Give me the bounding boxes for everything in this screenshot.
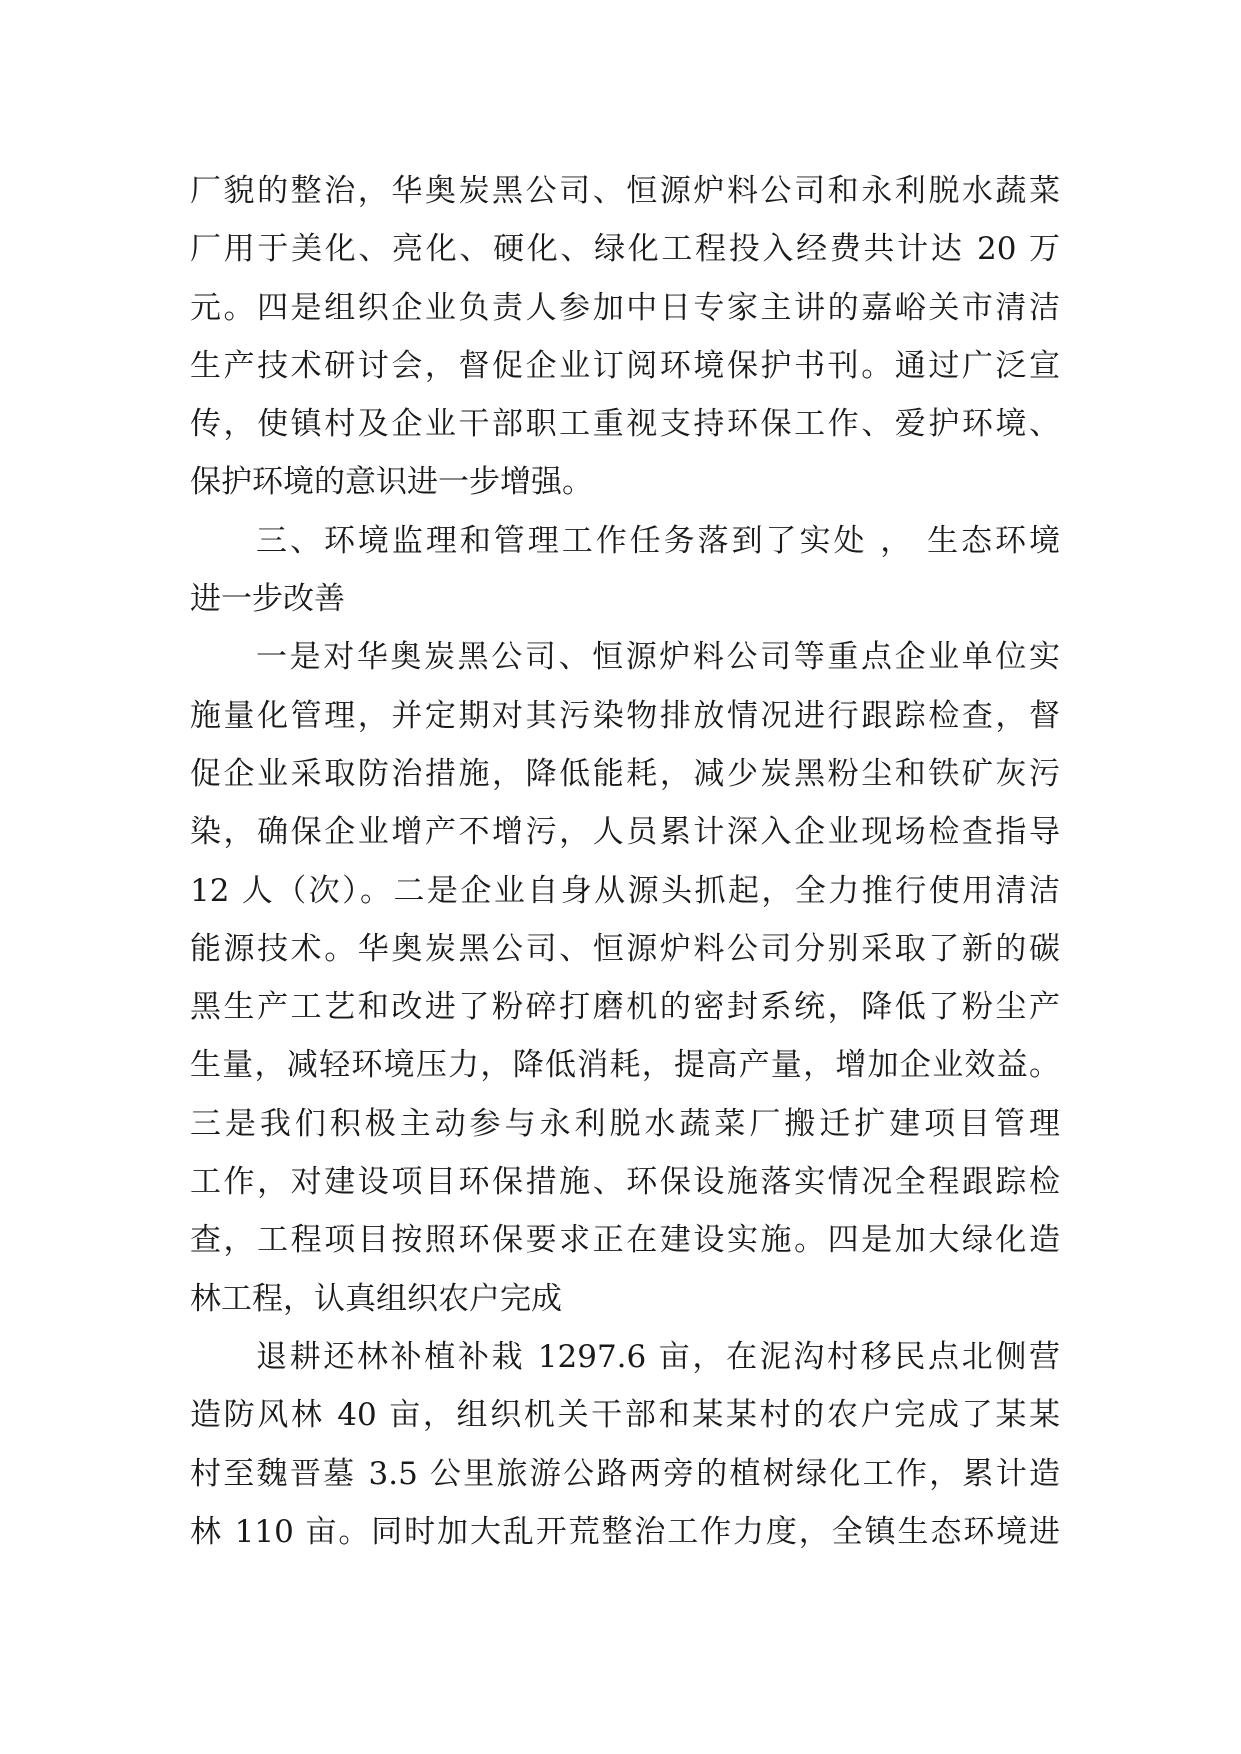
text-line: 生产技术研讨会，督促企业订阅环境保护书刊。通过广泛宣 [190, 347, 1060, 384]
text-line: 退耕还林补植补栽 1297.6 亩，在泥沟村移民点北侧营 [256, 1338, 1060, 1375]
text-line: 促企业采取防治措施，降低能耗，减少炭黑粉尘和铁矿灰污 [190, 755, 1060, 792]
text-line: 能源技术。华奥炭黑公司、恒源炉料公司分别采取了新的碳 [190, 930, 1060, 967]
text-line: 三是我们积极主动参与永利脱水蔬菜厂搬迁扩建项目管理 [190, 1105, 1060, 1142]
text-line: 厂用于美化、亮化、硬化、绿化工程投入经费共计达 20 万 [190, 231, 1060, 268]
text-line: 元。四是组织企业负责人参加中日专家主讲的嘉峪关市清洁 [190, 289, 1060, 326]
text-line: 工作，对建设项目环保措施、环保设施落实情况全程跟踪检 [190, 1164, 1060, 1201]
text-line: 染，确保企业增产不增污，人员累计深入企业现场检查指导 [190, 814, 1060, 851]
text-line: 三、环境监理和管理工作任务落到了实处 ， 生态环境 [256, 522, 1060, 559]
text-line: 黑生产工艺和改进了粉碎打磨机的密封系统，降低了粉尘产 [190, 989, 1060, 1026]
text-line: 传，使镇村及企业干部职工重视支持环保工作、爱护环境、 [190, 406, 1060, 443]
text-line: 村至魏晋墓 3.5 公里旅游公路两旁的植树绿化工作，累计造 [190, 1455, 1060, 1492]
text-line: 生量，减轻环境压力，降低消耗，提高产量，增加企业效益。 [190, 1047, 1060, 1084]
text-line: 12 人（次）。二是企业自身从源头抓起，全力推行使用清洁 [190, 872, 1060, 909]
text-line: 一是对华奥炭黑公司、恒源炉料公司等重点企业单位实 [256, 639, 1060, 676]
document-body [190, 162, 1060, 1561]
text-line: 造防风林 40 亩，组织机关干部和某某村的农户完成了某某 [190, 1397, 1060, 1434]
text-line: 林工程，认真组织农户完成 [190, 1280, 562, 1317]
text-line: 进一步改善 [190, 581, 345, 618]
text-line: 厂貌的整治，华奥炭黑公司、恒源炉料公司和永利脱水蔬菜 [190, 173, 1060, 209]
text-line: 林 110 亩。同时加大乱开荒整治工作力度，全镇生态环境进 [190, 1513, 1060, 1550]
text-line: 查，工程项目按照环保要求正在建设实施。四是加大绿化造 [190, 1222, 1060, 1259]
text-line: 保护环境的意识进一步增强。 [190, 464, 593, 501]
text-line: 施量化管理，并定期对其污染物排放情况进行跟踪检查，督 [190, 697, 1060, 734]
